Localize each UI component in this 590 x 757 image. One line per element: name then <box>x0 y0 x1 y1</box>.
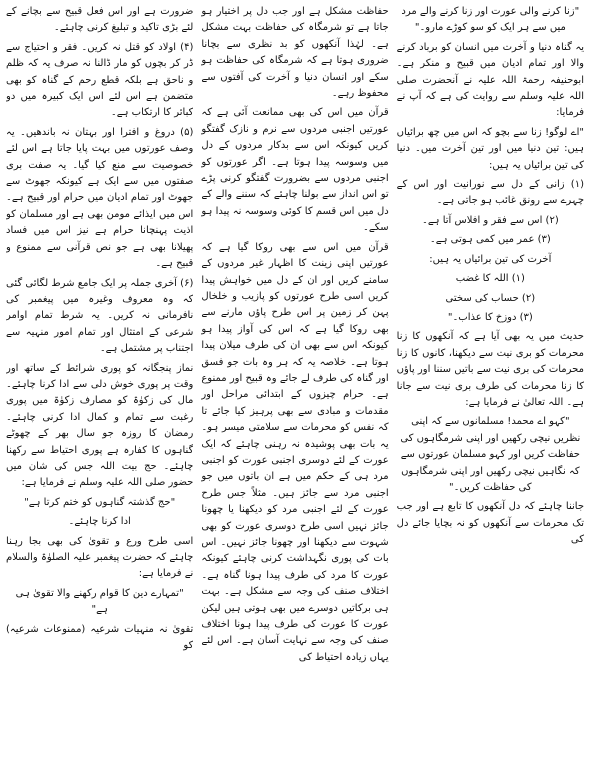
paragraph: تقویٰ نہ منہیات شرعیہ (ممنوعات شرعیہ) کو <box>6 623 194 652</box>
paragraph: اسی طرح ورع و تقویٰ کی بھی بجا رہنا چاہئے کہ حضرت پیغمبر علیہ الصلوٰۃ والسلام نے فرمایا ہے: <box>6 535 194 580</box>
paragraph: (۳) عمر میں کمی ہوتی ہے۔ <box>429 234 551 246</box>
paragraph: حفاظت مشکل ہے اور جب دل پر اختیار ہو جاتا ہے تو شرمگاہ کی حفاظت بہت مشکل ہے۔ لہٰذا آنکھوں کو بد نظری سے بچانا ضروری ہوتا ہے کہ شرمگاہ کی حفاظت ہو سکے اور انسان دنیا و آخرت کی آفتوں سے محفوظ رہے۔ <box>201 6 389 100</box>
paragraph: (۲) اس سے فقر و افلاس آتا ہے۔ <box>421 214 559 226</box>
paragraph: (۵) دروغ و افترا اور بہتان نہ باندھیں۔ یہ وصف عورتوں میں بہت پایا جاتا ہے اس لئے خصوصیت سے منع کیا گیا۔ یہ صفت بری صفتوں میں سے ایک ہے کیونکہ جھوٹ سے جھوٹ اور تمام ادیان میں حرام اور قبیح ہے۔ اس میں ایذائے مومن بھی ہے اور مسلمان کو اذیت پہنچانا حرام ہے نیز اس میں فساد پھیلانا بھی ہے جو نص قرآنی سے ممنوع و قبیح ہے۔ <box>6 126 194 270</box>
paragraph: قرآن میں اس کی بھی ممانعت آئی ہے کہ عورتیں اجنبی مردوں سے نرم و نازک گفتگو کریں کیونکہ اس سے بدکار مردوں کے دل میں وسوسہ پیدا ہوتا ہے۔ اگر عورتوں کو اجنبی مردوں سے بضرورت گفتگو کرنی پڑے تو اس انداز سے بولنا چاہئے کہ سننے والے کے دل میں اس قسم کا کوئی وسوسہ نہ پیدا ہو سکے۔ <box>201 107 389 234</box>
paragraph: یہ گناہ دنیا و آخرت میں انسان کو برباد کرنے والا اور تمام ادیان میں قبیح و منکر ہے۔ ابوحنیفہ رحمۃ اللہ علیہ نے آنحضرت صلی اللہ علیہ وسلم سے روایت کی ہے کہ آپ نے فرمایا: <box>396 41 584 119</box>
paragraph: (۲) حساب کی سختی <box>445 292 536 304</box>
paragraph: "کہو اے محمد! مسلمانوں سے کہ اپنی نظریں نیچی رکھیں اور اپنی شرمگاہوں کی حفاظت کریں اور کہو مسلمان عورتوں سے کہ نگاہیں نیچی رکھیں اور اپنی شرمگاہوں کی حفاظت کریں۔" <box>400 416 581 493</box>
paragraph: جاننا چاہئے کہ دل آنکھوں کا تابع ہے اور جب تک محرمات سے آنکھوں کو نہ بچایا جائے دل کی <box>396 501 584 546</box>
column-right <box>397 4 584 753</box>
paragraph: "تمہارے دین کا قوام رکھنے والا تقویٰ ہی ہے" <box>15 587 184 616</box>
paragraph: "اے لوگو! زنا سے بچو کہ اس میں چھ برائیاں ہیں: تین دنیا میں اور تین آخرت میں۔ دنیا کی تین برائیاں یہ ہیں: <box>396 126 584 171</box>
paragraph: آخرت کی تین برائیاں یہ ہیں: <box>429 253 552 265</box>
paragraph: "حج گذشتہ گناہوں کو ختم کرتا ہے" <box>24 496 176 508</box>
column-left <box>6 4 193 753</box>
paragraph: حدیث میں یہ بھی آیا ہے کہ آنکھوں کا زنا محرمات کو بری نیت سے دیکھنا، کانوں کا زنا محرمات کی بری نیت سے باتیں سننا اور پاؤں کا زنا محرمات کی طرف بری نیت سے جانا ہے۔ اللہ تعالیٰ نے فرمایا ہے: <box>396 331 584 408</box>
column-middle <box>201 4 388 753</box>
paragraph: قرآن میں اس سے بھی روکا گیا ہے کہ عورتیں اپنی زینت کا اظہار غیر مردوں کے سامنے کریں اور ان کے دل میں خواہش پیدا کریں اسی طرح عورتوں کو پازیب و خلخال پہن کر زمین پر اس طرح پاؤں مارنے سے بھی روکا گیا ہے کہ اس کی آواز پیدا ہو کیونکہ اس سے بھی ان کی طرف میلان پیدا ہوتا ہے۔ خلاصہ یہ کہ ہر وہ بات جو فسق اور گناہ کی طرف لے جائے وہ قبیح اور ممنوع ہے۔ حرام چیزوں کے ابتدائی مراحل اور مقدمات و مبادی سے بھی پرہیز کیا جائے تا کہ نفس کو محرمات سے سلامتی میسر ہو۔ یہ بات بھی پوشیدہ نہ رہنی چاہئے کہ ایک عورت کے لئے دوسری اجنبی عورت کو اجنبی مرد ہی کے حکم میں ہے ان باتوں میں جو اجنبی مرد سے جائز ہیں۔ مثلاً جس طرح عورت کے لئے اجنبی مرد کو دیکھنا یا چھونا جائز نہیں اسی طرح دوسری عورت کو بھی شہوت سے دیکھنا اور چھونا جائز نہیں۔ اس بات کی پوری نگہداشت کرنی چاہئے کیونکہ عورت کا مرد کی طرف پیدا ہونا گناہ ہے۔ اختلاف صنف کی وجہ سے مشکل ہے۔ بہت ہی برکاتیں دوسرے میں بھی ہوتی ہیں لیکن عورت کا عورت کی طرف پیدا ہونا اختلاف صنف کی وجہ سے نہایت آسان ہے۔ اس لئے یہاں زیادہ احتیاط کی <box>201 241 389 663</box>
paragraph: نماز پنجگانہ کو پوری شرائط کے ساتھ اور وقت پر پوری خوش دلی سے ادا کرنا چاہئے۔ مال کی زکوٰۃ کو مصارف زکوٰۃ میں پوری رغبت سے تمام و کمال ادا کرنی چاہئے۔ رمضان کا روزہ جو سال بھر کے چھوٹے گناہوں کا کفارہ ہے پوری احتیاط سے رکھنا چاہئے۔ حج بیت اللہ جس کی شان میں حضور صلی اللہ علیہ وسلم نے فرمایا ہے: <box>6 362 194 489</box>
paragraph: (۳) دوزخ کا عذاب۔" <box>447 311 533 323</box>
paragraph: ضرورت ہے اور اس فعل قبیح سے بچانے کے لئے بڑی تاکید و تبلیغ کرنی چاہئے۔ <box>6 6 194 34</box>
paragraph: ادا کرنا چاہئے۔ <box>68 516 131 528</box>
paragraph: (۴) اولاد کو قتل نہ کریں۔ فقر و احتیاج سے ڈر کر بچوں کو مار ڈالنا نہ صرف یہ کہ ظلم و ناحق ہے بلکہ قطع رحم کے گناہ کو بھی متضمن ہے اس لئے اس ایک کبیرہ میں دو کبائر کا ارتکاب ہے۔ <box>6 41 194 119</box>
paragraph: (۱) اللہ کا غضب <box>455 273 525 285</box>
paragraph: "زنا کرنے والی عورت اور زنا کرنے والے مرد میں سے ہر ایک کو سو کوڑے مارو۔" <box>401 6 580 34</box>
paragraph: (۶) آخری جملہ پر ایک جامع شرط لگائی گئی کہ وہ معروف وغیرہ میں پیغمبر کی نافرمانی نہ کریں۔ یہ شرط تمام اوامر شرعی کے امتثال اور تمام امور منہیہ سے اجتناب پر مشتمل ہے۔ <box>6 277 194 355</box>
paragraph: (۱) زانی کے دل سے نورانیت اور اس کے چہرے سے رونق غائب ہو جاتی ہے۔ <box>396 179 584 207</box>
